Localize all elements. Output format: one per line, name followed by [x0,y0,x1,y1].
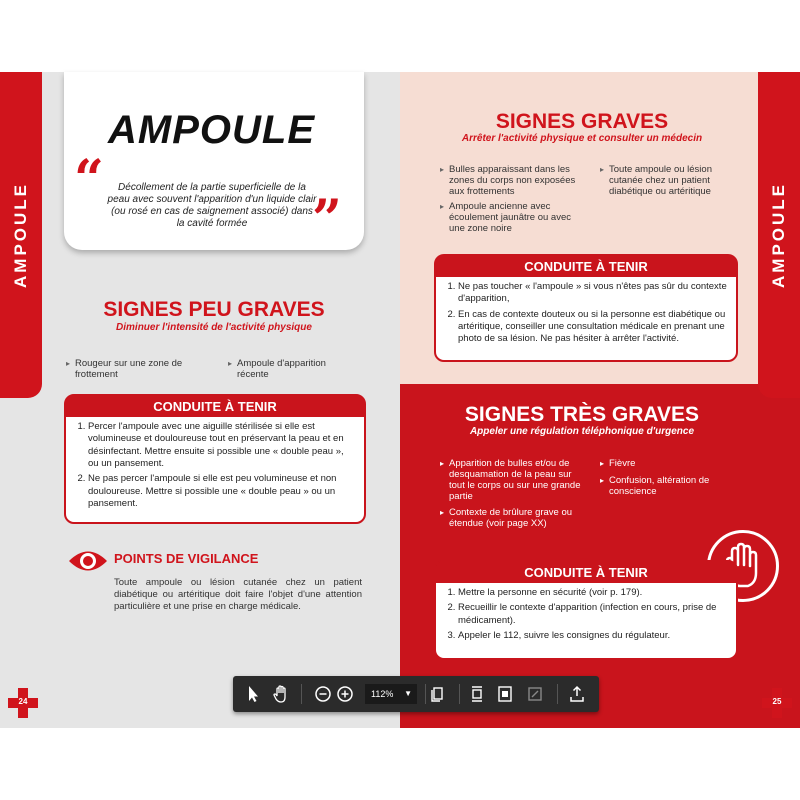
list-item: ▸ Toute ampoule ou lésion cutanée chez un patient diabétique ou artéritique [600,165,739,198]
peu-graves-title: SIGNES PEU GRAVES [103,298,325,321]
peu-graves-conduite-box [64,394,366,524]
tres-graves-conduite-box [434,560,738,660]
eye-icon [68,548,108,574]
page-number-text: 24 [18,697,28,706]
graves-title: SIGNES GRAVES [495,110,669,133]
copy-pages-icon[interactable] [425,682,449,706]
list-item: ▸ Rougeur sur une zone de frottement [66,359,215,381]
fullscreen-icon[interactable] [523,682,547,706]
hand-tool-icon[interactable] [269,682,293,706]
vigilance-text: Toute ampoule ou lésion cutanée chez un patient diabétique ou artéritique doit faire l'objet d'une attention particulière et une prise en charge médicale. [114,577,362,612]
chevron-down-icon: ▼ [404,689,412,698]
list-item: ▸ Confusion, altération de conscience [600,476,729,498]
list-item: ▸ Bulles apparaissant dans les zones du corps non exposées aux frottements [440,165,589,198]
conduite-heading: CONDUITE À TENIR [436,562,736,583]
definition-text: Décollement de la partie superficielle de la peau avec souvent l'apparition d'un liquide clair (ou rosé en cas de saignement associé) dans la cavité formée [107,182,317,229]
zoom-select[interactable] [365,684,417,704]
page-number-text: 25 [772,697,782,706]
vigilance-title: POINTS DE VIGILANCE [114,551,259,566]
tres-graves-subtitle: Appeler une régulation téléphonique d'urgence [469,426,695,437]
list-item: 1. Percer l'ampoule avec une aiguille stérilisée si elle est volumineuse et douloureuse tout en préservant la peau et en désinfectant. Mettre ensuite si possible une « double peau », ou un pansement. [88,421,356,470]
viewer-toolbar [233,676,599,712]
list-item: 2. Recueillir le contexte d'apparition (infection en cours, prise de médicament). [458,602,728,627]
fit-page-icon[interactable] [493,682,517,706]
peu-graves-subtitle: Diminuer l'intensité de l'activité physique [116,322,312,333]
list-item: ▸ Fièvre [600,459,729,470]
list-item: 3. Appeler le 112, suivre les consignes du régulateur. [458,630,728,642]
side-tab-label: AMPOULE [769,182,788,288]
select-cursor-icon[interactable] [241,682,265,706]
export-icon[interactable] [565,682,589,706]
toolbar-divider [301,684,302,704]
list-item: ▸ Contexte de brûlure grave ou étendue (voir page XX) [440,508,581,530]
graves-conduite-box [434,254,738,362]
close-quote-icon: ” [312,189,342,250]
list-item: ▸ Ampoule ancienne avec écoulement jaunâtre ou avec une zone noire [440,202,579,235]
list-item: 1. Ne pas toucher « l'ampoule » si vous n'êtes pas sûr du contexte d'apparition, [458,281,728,306]
list-item: ▸ Ampoule d'apparition récente [228,359,357,381]
tres-graves-title: SIGNES TRÈS GRAVES [464,403,700,426]
page-number-right [762,688,792,718]
list-item: 1. Mettre la personne en sécurité (voir p. 179). [458,587,728,599]
list-item: ▸ Apparition de bulles et/ou de desquamation de la peau sur tout le corps ou sur une grande partie [440,459,581,503]
list-item: 2. En cas de contexte douteux ou si la personne est diabétique ou artéritique, conseiller une consultation médicale en prenant une photo de sa lésion. Ne pas hésiter à arrêter l'activité. [458,309,728,346]
toolbar-divider [459,684,460,704]
left-side-tab [0,72,42,398]
toolbar-divider [557,684,558,704]
list-item: 2. Ne pas percer l'ampoule si elle est peu volumineuse et non douloureuse. Mettre si possible une « double peau » ou un pansement. [88,473,356,510]
side-tab-label: AMPOULE [11,182,30,288]
right-side-tab [758,72,800,398]
page-number-left [8,688,38,718]
graves-subtitle: Arrêter l'activité physique et consulter un médecin [461,133,703,144]
zoom-value: 112% [371,689,394,699]
zoom-out-icon[interactable] [311,682,335,706]
page-title: AMPOULE [108,108,315,152]
zoom-in-icon[interactable] [333,682,357,706]
open-quote-icon: “ [74,149,104,210]
conduite-heading: CONDUITE À TENIR [436,256,736,277]
title-card [64,72,364,250]
document-spread [0,72,800,728]
fit-height-icon[interactable] [465,682,489,706]
conduite-heading: CONDUITE À TENIR [66,396,364,417]
